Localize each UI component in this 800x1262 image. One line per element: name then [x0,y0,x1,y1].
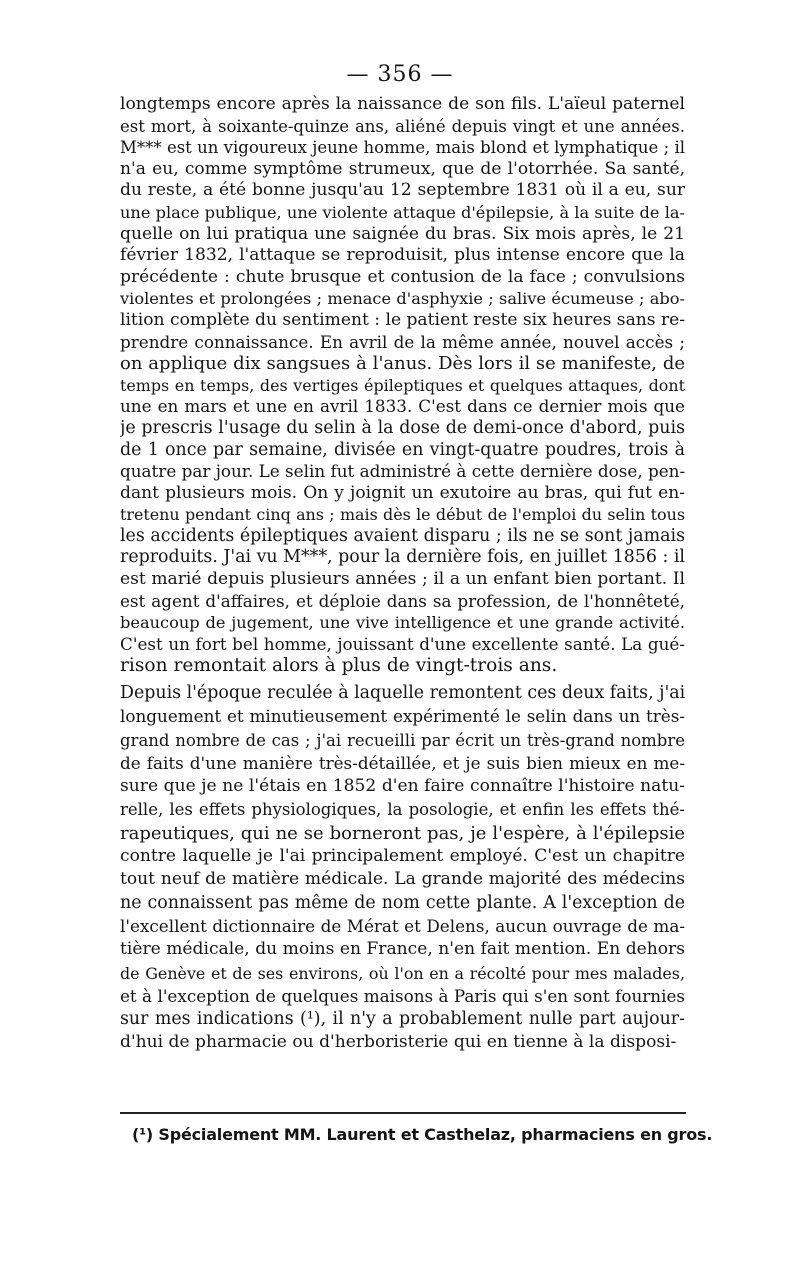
text-line: contre laquelle je l'ai principalement employé. C'est un chapitre [120,846,685,867]
text-line: d'hui de pharmacie ou d'herboristerie qui en tienne à la disposi- [120,1032,677,1053]
footnote-divider [120,1112,686,1114]
text-line: tretenu pendant cinq ans ; mais dès le début de l'emploi du selin tous [120,505,685,525]
text-line: précédente : chute brusque et contusion de la face ; convulsions [120,266,685,287]
text-line: de Genève et de ses environs, où l'on en a récolté pour mes malades, [120,963,685,983]
text-line: longuement et minutieusement expérimenté le selin dans un très- [120,706,685,727]
text-line: violentes et prolongées ; menace d'asphyxie ; salive écumeuse ; abo- [120,289,685,309]
text-line: quatre par jour. Le selin fut administré à cette dernière dose, pen- [120,461,685,482]
text-line: rison remontait alors à plus de vingt-trois ans. [120,655,558,677]
text-line: M*** est un vigoureux jeune homme, mais blond et lymphatique ; il [120,138,685,158]
text-line: on applique dix sangsues à l'anus. Dès lors il se manifeste, de [120,353,685,375]
text-line: longtemps encore après la naissance de son fils. L'aïeul paternel [120,94,685,114]
text-line: et à l'exception de quelques maisons à Paris qui s'en sont fournies [120,985,685,1006]
text-line: sure que je ne l'étais en 1852 d'en faire connaître l'histoire natu- [120,776,685,797]
text-line: tière médicale, du moins en France, n'en fait mention. En dehors [120,939,685,960]
footnote: (¹) Spécialement MM. Laurent et Casthelaz, pharmaciens en gros. [132,1125,713,1144]
text-line: beaucoup de jugement, une vive intelligence et une grande activité. [120,613,685,633]
text-line: quelle on lui pratiqua une saignée du bras. Six mois après, le 21 [120,223,685,244]
text-line: les accidents épileptiques avaient disparu ; ils ne se sont jamais [120,525,685,546]
text-line: sur mes indications (¹), il n'y a probablement nulle part aujour- [120,1009,685,1030]
text-line: l'excellent dictionnaire de Mérat et Delens, aucun ouvrage de ma- [120,915,685,936]
text-line: tout neuf de matière médicale. La grande majorité des médecins [120,869,685,890]
text-line: prendre connaissance. En avril de la même année, nouvel accès ; [120,331,685,352]
text-line: de faits d'une manière très-détaillée, et je suis bien mieux en me- [120,752,685,773]
text-line: je prescris l'usage du selin à la dose de demi-once d'abord, puis [120,417,685,438]
text-line: une en mars et une en avril 1833. C'est dans ce dernier mois que [120,396,685,417]
text-line: février 1832, l'attaque se reproduisit, plus intense encore que la [120,245,685,266]
text-line: est agent d'affaires, et déploie dans sa profession, de l'honnêteté, [120,590,685,611]
page-number: — 356 — [346,62,454,87]
text-line: ne connaissent pas même de nom cette plante. A l'exception de [120,892,685,913]
text-line: du reste, a été bonne jusqu'au 12 septembre 1831 où il a eu, sur [120,180,685,201]
text-line: dant plusieurs mois. On y joignit un exutoire au bras, qui fut en- [120,482,685,503]
text-line: est marié depuis plusieurs années ; il a un enfant bien portant. Il [120,569,685,590]
text-line: temps en temps, des vertiges épileptiques et quelques attaques, dont [120,375,685,395]
text-line: Depuis l'époque reculée à laquelle remontent ces deux faits, j'ai [120,683,685,703]
text-line: de 1 once par semaine, divisée en vingt-quatre poudres, trois à [120,439,685,460]
text-line: relle, les effets physiologiques, la posologie, et enfin les effets thé- [120,800,685,820]
text-line: grand nombre de cas ; j'ai recueilli par écrit un très-grand nombre [120,730,685,750]
text-line: n'a eu, comme symptôme strumeux, que de l'otorrhée. Sa santé, [120,158,685,179]
paragraph-case-history [120,94,685,677]
text-line: une place publique, une violente attaque d'épilepsie, à la suite de la- [120,202,685,222]
text-line: C'est un fort bel homme, jouissant d'une excellente santé. La gué- [120,633,685,654]
text-line: est mort, à soixante-quinze ans, aliéné depuis vingt et une années. [120,116,685,136]
text-line: reproduits. J'ai vu M***, pour la dernière fois, en juillet 1856 : il [120,547,685,568]
paragraph-selin-experiments [120,682,685,1055]
text-line: lition complète du sentiment : le patient reste six heures sans re- [120,309,685,330]
text-line: rapeutiques, qui ne se borneront pas, je l'espère, à l'épilepsie [120,822,685,844]
